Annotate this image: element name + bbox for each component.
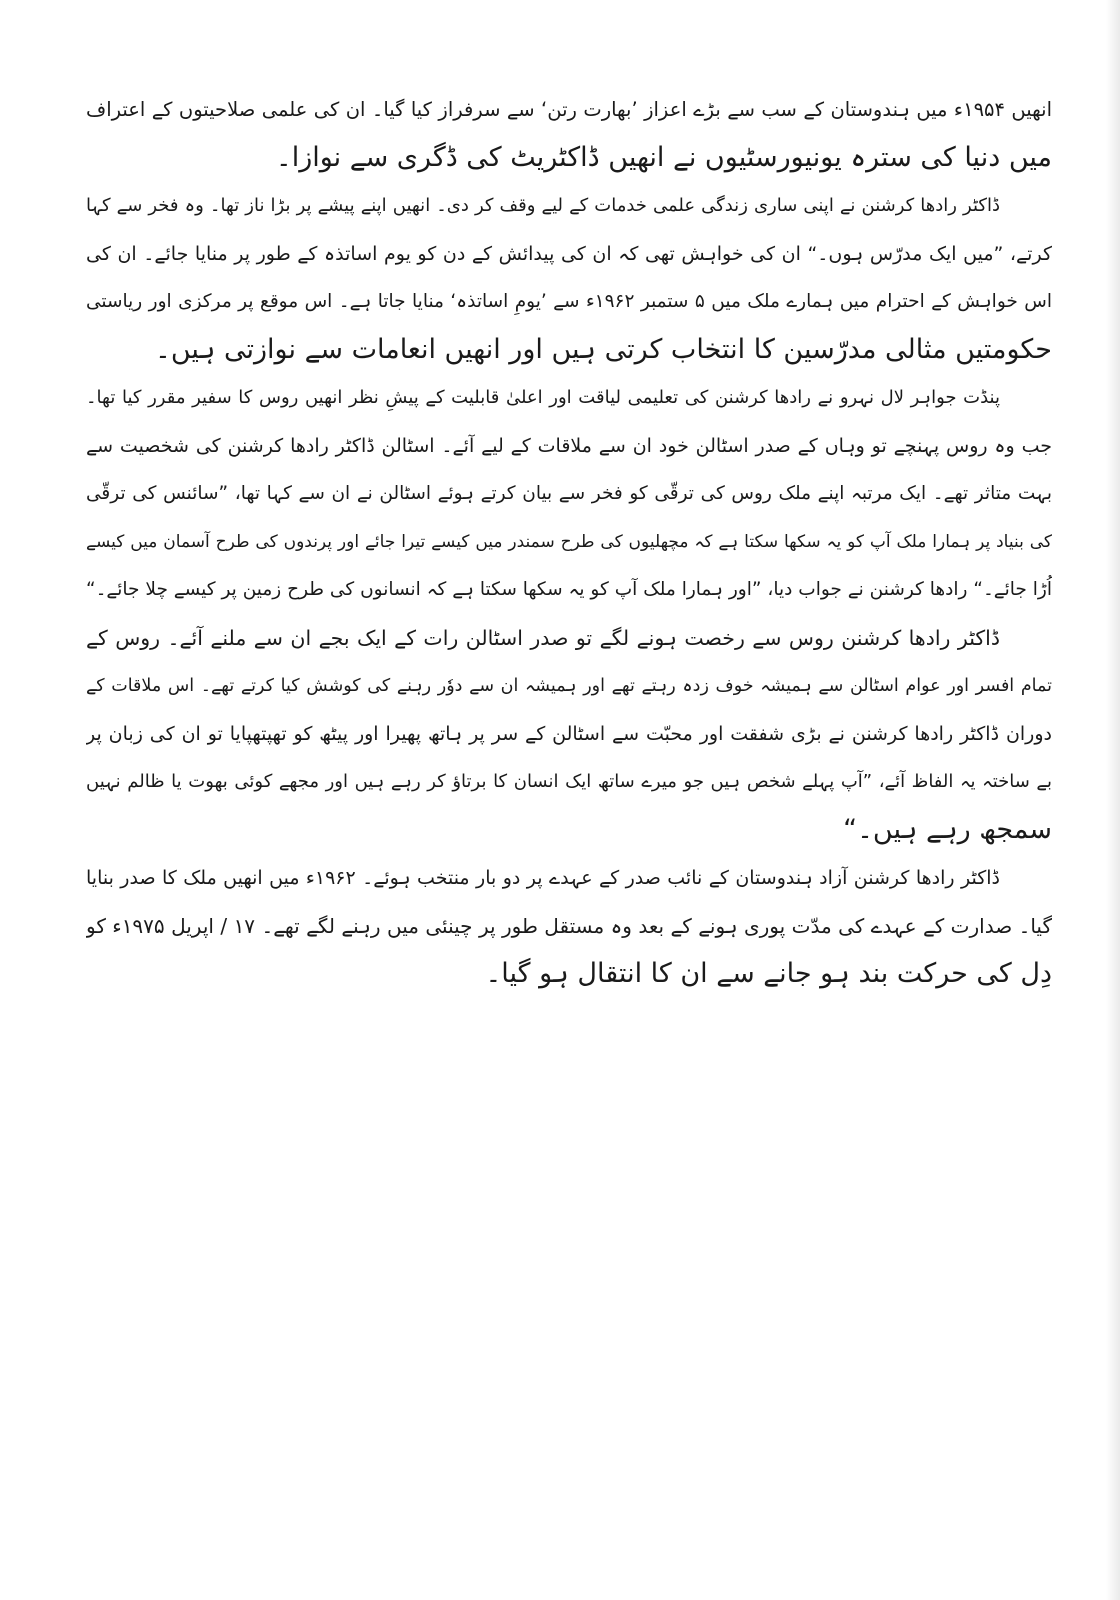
urdu-text-body bbox=[86, 86, 1052, 998]
text-line: پنڈت جواہر لال نہرو نے رادھا کرشنن کی تعلیمی لیاقت اور اعلیٰ قابلیت کے پیشِ نظر انھیں روس کا سفیر مقرر کیا تھا۔ bbox=[86, 387, 1000, 408]
text-line: ڈاکٹر رادھا کرشنن روس سے رخصت ہونے لگے تو صدر اسٹالن رات کے ایک بجے ان سے ملنے آئے۔ روس کے bbox=[86, 626, 1000, 650]
text-line: جب وہ روس پہنچے تو وہاں کے صدر اسٹالن خود ان سے ملاقات کے لیے آئے۔ اسٹالن ڈاکٹر رادھا کرشنن کی شخصیت سے bbox=[86, 435, 1052, 457]
text-line: کی بنیاد پر ہمارا ملک آپ کو یہ سکھا سکتا ہے کہ مچھلیوں کی طرح سمندر میں کیسے تیرا جائے اور پرندوں کی طرح آسمان میں کیسے bbox=[86, 532, 1052, 552]
text-line: اُڑا جائے۔“ رادھا کرشنن نے جواب دیا، ”اور ہمارا ملک آپ کو یہ سکھا سکتا ہے کہ انسانوں کی طرح زمین پر کیسے چلا جائے۔“ bbox=[86, 579, 1052, 600]
text-line: میں دنیا کی سترہ یونیورسٹیوں نے انھیں ڈاکٹریٹ کی ڈگری سے نوازا۔ bbox=[275, 142, 1052, 173]
scan-edge-shadow bbox=[1106, 0, 1120, 1600]
text-line: حکومتیں مثالی مدرّسین کا انتخاب کرتی ہیں اور انھیں انعامات سے نوازتی ہیں۔ bbox=[155, 334, 1052, 365]
text-line: گیا۔ صدارت کے عہدے کی مدّت پوری ہونے کے بعد وہ مستقل طور پر چینئی میں رہنے لگے تھے۔ ۱۷ / اپریل ۱۹۷۵ء کو bbox=[86, 914, 1052, 938]
text-line: ڈاکٹر رادھا کرشنن آزاد ہندوستان کے نائب صدر کے عہدے پر دو بار منتخب ہوئے۔ ۱۹۶۲ء میں انھیں ملک کا صدر بنایا bbox=[86, 867, 1000, 889]
text-line: بے ساختہ یہ الفاظ آئے، ”آپ پہلے شخص ہیں جو میرے ساتھ ایک انسان کا برتاؤ کر رہے ہیں اور مجھے کوئی بھوت یا ظالم نہیں bbox=[86, 771, 1052, 792]
text-line: انھیں ۱۹۵۴ء میں ہندوستان کے سب سے بڑے اعزاز ’بھارت رتن‘ سے سرفراز کیا گیا۔ ان کی علمی صلاحیتوں کے اعتراف bbox=[86, 98, 1052, 121]
text-line: دوران ڈاکٹر رادھا کرشنن نے بڑی شفقت اور محبّت سے اسٹالن کے سر پر ہاتھ پھیرا اور پیٹھ کو تھپتھپایا تو ان کی زبان پر bbox=[86, 723, 1052, 745]
text-line: کرتے، ”میں ایک مدرّس ہوں۔“ ان کی خواہش تھی کہ ان کی پیدائش کے دن کو یوم اساتذہ کے طور پر منایا جائے۔ ان کی bbox=[86, 243, 1052, 265]
text-line: اس خواہش کے احترام میں ہمارے ملک میں ۵ ستمبر ۱۹۶۲ء سے ’یومِ اساتذہ‘ منایا جاتا ہے۔ اس موقع پر مرکزی اور ریاستی bbox=[86, 291, 1052, 312]
text-line: تمام افسر اور عوام اسٹالن سے ہمیشہ خوف زدہ رہتے تھے اور ہمیشہ ان سے دوٗر رہنے کی کوشش کیا کرتے تھے۔ اس ملاقات کے bbox=[86, 676, 1052, 696]
text-line: ڈاکٹر رادھا کرشنن نے اپنی ساری زندگی علمی خدمات کے لیے وقف کر دی۔ انھیں اپنے پیشے پر بڑا ناز تھا۔ وہ فخر سے کہا bbox=[86, 195, 1000, 216]
text-line: بہت متاثر تھے۔ ایک مرتبہ اپنے ملک روس کی ترقّی کو فخر سے بیان کرتے ہوئے اسٹالن نے ان سے کہا تھا، ”سائنس کی ترقّی bbox=[86, 483, 1052, 504]
text-line: سمجھ رہے ہیں۔“ bbox=[843, 814, 1052, 845]
text-line: دِل کی حرکت بند ہو جانے سے ان کا انتقال ہو گیا۔ bbox=[485, 958, 1052, 989]
